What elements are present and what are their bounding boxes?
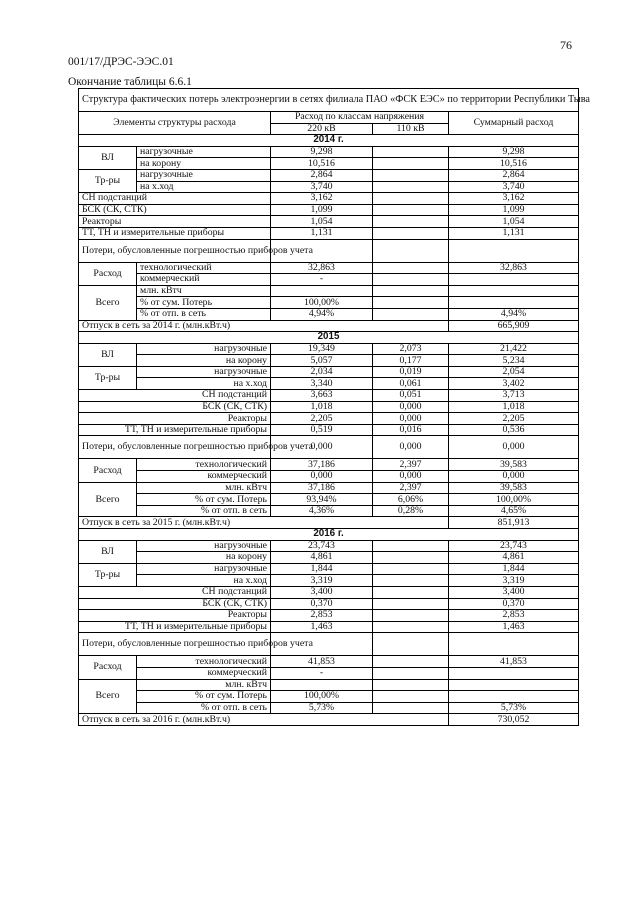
header-110kv: 110 кВ [373, 123, 449, 135]
value-total: 0,536 [449, 424, 579, 436]
row-label: ТТ, ТН и измерительные приборы [79, 424, 271, 436]
single-row [79, 227, 579, 239]
total-row [79, 285, 579, 297]
instrument-error-losses-row [79, 239, 579, 262]
transformers-group-label: Тр-ры [79, 563, 137, 586]
value-220kv: 0,519 [271, 424, 373, 436]
value-220kv: 3,319 [271, 575, 373, 587]
value-total: 0,370 [449, 598, 579, 610]
value-110kv: 0,177 [373, 355, 449, 367]
total-row [79, 494, 579, 506]
single-row [79, 401, 579, 413]
value-110kv: 0,000 [373, 413, 449, 425]
value-total: 39,583 [449, 482, 579, 494]
total-row [79, 702, 579, 714]
value-total [449, 239, 579, 262]
value-110kv [373, 274, 449, 286]
instrument-error-losses-row [79, 436, 579, 459]
row-label: ТТ, ТН и измерительные приборы [79, 227, 271, 239]
header-by-voltage-class: Расход по классам напряжения [271, 112, 449, 124]
consumption-sub-label: технологический [137, 459, 271, 471]
value-220kv: 3,663 [271, 390, 373, 402]
consumption-row [79, 459, 579, 471]
consumption-group-label: Расход [79, 262, 137, 285]
transformers-row [79, 575, 579, 587]
value-220kv: 4,861 [271, 552, 373, 564]
value-total: 1,131 [449, 227, 579, 239]
vl-group-label: ВЛ [79, 146, 137, 169]
value-total [449, 679, 579, 691]
vl-row [79, 552, 579, 564]
value-110kv: 0,28% [373, 505, 449, 517]
value-110kv [373, 193, 449, 205]
vl-sub-label: на корону [137, 355, 271, 367]
total-sub-label: млн. кВтч [137, 679, 271, 691]
total-row [79, 297, 579, 309]
value-220kv: 100,00% [271, 297, 373, 309]
value-220kv: 4,36% [271, 505, 373, 517]
header-total: Суммарный расход [449, 112, 579, 135]
transformers-group-label: Тр-ры [79, 366, 137, 389]
instrument-error-losses-row [79, 633, 579, 656]
value-110kv: 0,000 [373, 471, 449, 483]
transformers-sub-label: на х.ход [137, 575, 271, 587]
value-total: 9,298 [449, 146, 579, 158]
value-total: 23,743 [449, 540, 579, 552]
year-heading: 2016 г. [79, 529, 579, 541]
vl-sub-label: нагрузочные [137, 146, 271, 158]
value-110kv: 2,397 [373, 459, 449, 471]
value-total: 3,319 [449, 575, 579, 587]
vl-sub-label: на корону [137, 158, 271, 170]
total-sub-label: % от отп. в сеть [137, 702, 271, 714]
value-110kv: 0,019 [373, 366, 449, 378]
transformers-group-label: Тр-ры [79, 169, 137, 192]
consumption-row [79, 656, 579, 668]
transformers-row [79, 181, 579, 193]
value-total: 2,853 [449, 610, 579, 622]
consumption-sub-label: коммерческий [137, 667, 271, 679]
value-220kv: 37,186 [271, 459, 373, 471]
transformers-sub-label: нагрузочные [137, 169, 271, 181]
value-total: 1,054 [449, 216, 579, 228]
total-sub-label: % от отп. в сеть [137, 308, 271, 320]
value-110kv [373, 227, 449, 239]
total-sub-label: % от сум. Потерь [137, 297, 271, 309]
transformers-row [79, 366, 579, 378]
table-title: Структура фактических потерь электроэнергии в сетях филиала ПАО «ФСК ЕЭС» по территории Республики Тыва [79, 89, 579, 112]
value-220kv: 1,099 [271, 204, 373, 216]
value-220kv: 93,94% [271, 494, 373, 506]
value-220kv: 2,853 [271, 610, 373, 622]
total-row [79, 691, 579, 703]
total-group-label: Всего [79, 679, 137, 714]
total-sub-label: % от сум. Потерь [137, 494, 271, 506]
value-220kv: 10,516 [271, 158, 373, 170]
value-total: 2,205 [449, 413, 579, 425]
row-label: СН подстанций [79, 193, 271, 205]
value-total: 4,94% [449, 308, 579, 320]
total-row [79, 482, 579, 494]
total-sub-label: % от отп. в сеть [137, 505, 271, 517]
value-total: 1,844 [449, 563, 579, 575]
losses-structure-table [78, 88, 590, 726]
single-row [79, 610, 579, 622]
value-110kv [373, 656, 449, 668]
value-110kv [373, 610, 449, 622]
value-110kv [373, 169, 449, 181]
value-220kv: 1,018 [271, 401, 373, 413]
vl-sub-label: нагрузочные [137, 540, 271, 552]
value-total: 32,863 [449, 262, 579, 274]
year-heading: 2014 г. [79, 135, 579, 147]
row-label: СН подстанций [79, 586, 271, 598]
transformers-sub-label: на х.ход [137, 181, 271, 193]
total-sub-label: % от сум. Потерь [137, 691, 271, 703]
value-110kv [373, 563, 449, 575]
network-supply-label: Отпуск в сеть за 2014 г. (млн.кВт.ч) [79, 320, 449, 332]
value-total [449, 691, 579, 703]
value-total: 39,583 [449, 459, 579, 471]
value-110kv [373, 575, 449, 587]
transformers-row [79, 169, 579, 181]
transformers-row [79, 378, 579, 390]
transformers-sub-label: на х.ход [137, 378, 271, 390]
vl-group-label: ВЛ [79, 343, 137, 366]
consumption-sub-label: коммерческий [137, 471, 271, 483]
value-110kv [373, 297, 449, 309]
value-110kv [373, 691, 449, 703]
value-total: 5,73% [449, 702, 579, 714]
table-caption: Окончание таблицы 6.6.1 [68, 76, 192, 88]
network-supply-row [79, 517, 579, 529]
value-total: 0,000 [449, 436, 579, 459]
table-title-row [79, 89, 579, 112]
total-sub-label: млн. кВтч [137, 285, 271, 297]
value-110kv [373, 146, 449, 158]
single-row [79, 598, 579, 610]
value-220kv: 5,057 [271, 355, 373, 367]
value-220kv: 100,00% [271, 691, 373, 703]
value-220kv: 32,863 [271, 262, 373, 274]
consumption-group-label: Расход [79, 656, 137, 679]
consumption-sub-label: технологический [137, 262, 271, 274]
vl-row [79, 146, 579, 158]
row-label: Реакторы [79, 413, 271, 425]
row-label: Реакторы [79, 216, 271, 228]
total-row [79, 679, 579, 691]
value-110kv [373, 540, 449, 552]
vl-sub-label: нагрузочные [137, 343, 271, 355]
value-110kv: 0,016 [373, 424, 449, 436]
row-label: СН подстанций [79, 390, 271, 402]
network-supply-label: Отпуск в сеть за 2016 г. (млн.кВт.ч) [79, 714, 449, 726]
value-110kv [373, 667, 449, 679]
value-total: 41,853 [449, 656, 579, 668]
header-220kv: 220 кВ [271, 123, 373, 135]
value-110kv [373, 216, 449, 228]
value-220kv: 1,844 [271, 563, 373, 575]
vl-row [79, 343, 579, 355]
value-total: 3,713 [449, 390, 579, 402]
table-body [79, 89, 590, 726]
value-110kv [373, 262, 449, 274]
single-row [79, 390, 579, 402]
year-row [79, 529, 579, 541]
header-elements: Элементы структуры расхода [79, 112, 271, 135]
value-220kv: 2,864 [271, 169, 373, 181]
value-total: 100,00% [449, 494, 579, 506]
year-row [79, 332, 579, 344]
value-110kv [373, 702, 449, 714]
single-row [79, 424, 579, 436]
total-sub-label: млн. кВтч [137, 482, 271, 494]
value-total: 3,740 [449, 181, 579, 193]
value-total: 4,861 [449, 552, 579, 564]
value-220kv: 0,000 [271, 436, 373, 459]
value-220kv: 23,743 [271, 540, 373, 552]
value-220kv: 1,131 [271, 227, 373, 239]
total-row [79, 505, 579, 517]
value-220kv: 41,853 [271, 656, 373, 668]
row-label: Потери, обусловленные погрешностью приборов учета [79, 239, 271, 262]
value-110kv [373, 679, 449, 691]
value-220kv: - [271, 274, 373, 286]
value-110kv [373, 598, 449, 610]
consumption-sub-label: коммерческий [137, 274, 271, 286]
value-total: 10,516 [449, 158, 579, 170]
row-label: Реакторы [79, 610, 271, 622]
vl-row [79, 540, 579, 552]
value-total: 4,65% [449, 505, 579, 517]
value-220kv: 3,400 [271, 586, 373, 598]
value-110kv: 6,06% [373, 494, 449, 506]
value-220kv: 0,370 [271, 598, 373, 610]
vl-sub-label: на корону [137, 552, 271, 564]
network-supply-value: 665,909 [449, 320, 579, 332]
value-total [449, 633, 579, 656]
network-supply-label: Отпуск в сеть за 2015 г. (млн.кВт.ч) [79, 517, 449, 529]
value-220kv: 3,340 [271, 378, 373, 390]
value-220kv [271, 285, 373, 297]
vl-row [79, 355, 579, 367]
value-110kv: 0,061 [373, 378, 449, 390]
value-110kv [373, 158, 449, 170]
value-total: 3,402 [449, 378, 579, 390]
value-110kv [373, 204, 449, 216]
total-group-label: Всего [79, 285, 137, 320]
value-total: 5,234 [449, 355, 579, 367]
total-row [79, 308, 579, 320]
value-total: 1,099 [449, 204, 579, 216]
single-row [79, 193, 579, 205]
value-110kv: 0,051 [373, 390, 449, 402]
value-220kv: 3,162 [271, 193, 373, 205]
value-total: 2,864 [449, 169, 579, 181]
value-110kv: 0,000 [373, 401, 449, 413]
value-220kv: 1,054 [271, 216, 373, 228]
value-110kv [373, 552, 449, 564]
transformers-row [79, 563, 579, 575]
value-220kv: 2,205 [271, 413, 373, 425]
transformers-sub-label: нагрузочные [137, 563, 271, 575]
value-220kv: 19,349 [271, 343, 373, 355]
year-row [79, 135, 579, 147]
page-number: 76 [560, 38, 572, 52]
value-total [449, 667, 579, 679]
value-total: 3,162 [449, 193, 579, 205]
value-total: 2,054 [449, 366, 579, 378]
value-total: 1,463 [449, 621, 579, 633]
value-110kv [373, 586, 449, 598]
value-110kv [373, 239, 449, 262]
consumption-row [79, 471, 579, 483]
row-label: Потери, обусловленные погрешностью приборов учета [79, 436, 271, 459]
value-110kv [373, 285, 449, 297]
value-110kv [373, 621, 449, 633]
single-row [79, 216, 579, 228]
row-label: БСК (СК, СТК) [79, 401, 271, 413]
consumption-row [79, 274, 579, 286]
value-220kv: 0,000 [271, 471, 373, 483]
value-total [449, 274, 579, 286]
vl-group-label: ВЛ [79, 540, 137, 563]
value-total: 21,422 [449, 343, 579, 355]
document-number: 001/17/ДРЭС-ЭЭС.01 [68, 56, 174, 68]
value-110kv: 2,397 [373, 482, 449, 494]
value-total [449, 285, 579, 297]
row-label: Потери, обусловленные погрешностью приборов учета [79, 633, 271, 656]
network-supply-value: 730,052 [449, 714, 579, 726]
value-220kv: 9,298 [271, 146, 373, 158]
vl-row [79, 158, 579, 170]
network-supply-row [79, 320, 579, 332]
value-220kv: - [271, 667, 373, 679]
header-row-1 [79, 112, 579, 124]
network-supply-row [79, 714, 579, 726]
value-total: 3,400 [449, 586, 579, 598]
value-110kv [373, 308, 449, 320]
value-220kv: 37,186 [271, 482, 373, 494]
value-110kv: 0,000 [373, 436, 449, 459]
consumption-group-label: Расход [79, 459, 137, 482]
value-110kv: 2,073 [373, 343, 449, 355]
year-heading: 2015 [79, 332, 579, 344]
value-220kv: 2,034 [271, 366, 373, 378]
single-row [79, 204, 579, 216]
single-row [79, 621, 579, 633]
row-label: БСК (СК, СТК) [79, 204, 271, 216]
single-row [79, 413, 579, 425]
value-110kv [373, 633, 449, 656]
consumption-sub-label: технологический [137, 656, 271, 668]
value-220kv: 1,463 [271, 621, 373, 633]
value-220kv: 3,740 [271, 181, 373, 193]
row-label: ТТ, ТН и измерительные приборы [79, 621, 271, 633]
total-group-label: Всего [79, 482, 137, 517]
value-110kv [373, 181, 449, 193]
value-total [449, 297, 579, 309]
value-220kv: 5,73% [271, 702, 373, 714]
value-220kv [271, 679, 373, 691]
single-row [79, 586, 579, 598]
row-label: БСК (СК, СТК) [79, 598, 271, 610]
value-total: 1,018 [449, 401, 579, 413]
value-total: 0,000 [449, 471, 579, 483]
value-220kv: 4,94% [271, 308, 373, 320]
consumption-row [79, 262, 579, 274]
transformers-sub-label: нагрузочные [137, 366, 271, 378]
network-supply-value: 851,913 [449, 517, 579, 529]
consumption-row [79, 667, 579, 679]
